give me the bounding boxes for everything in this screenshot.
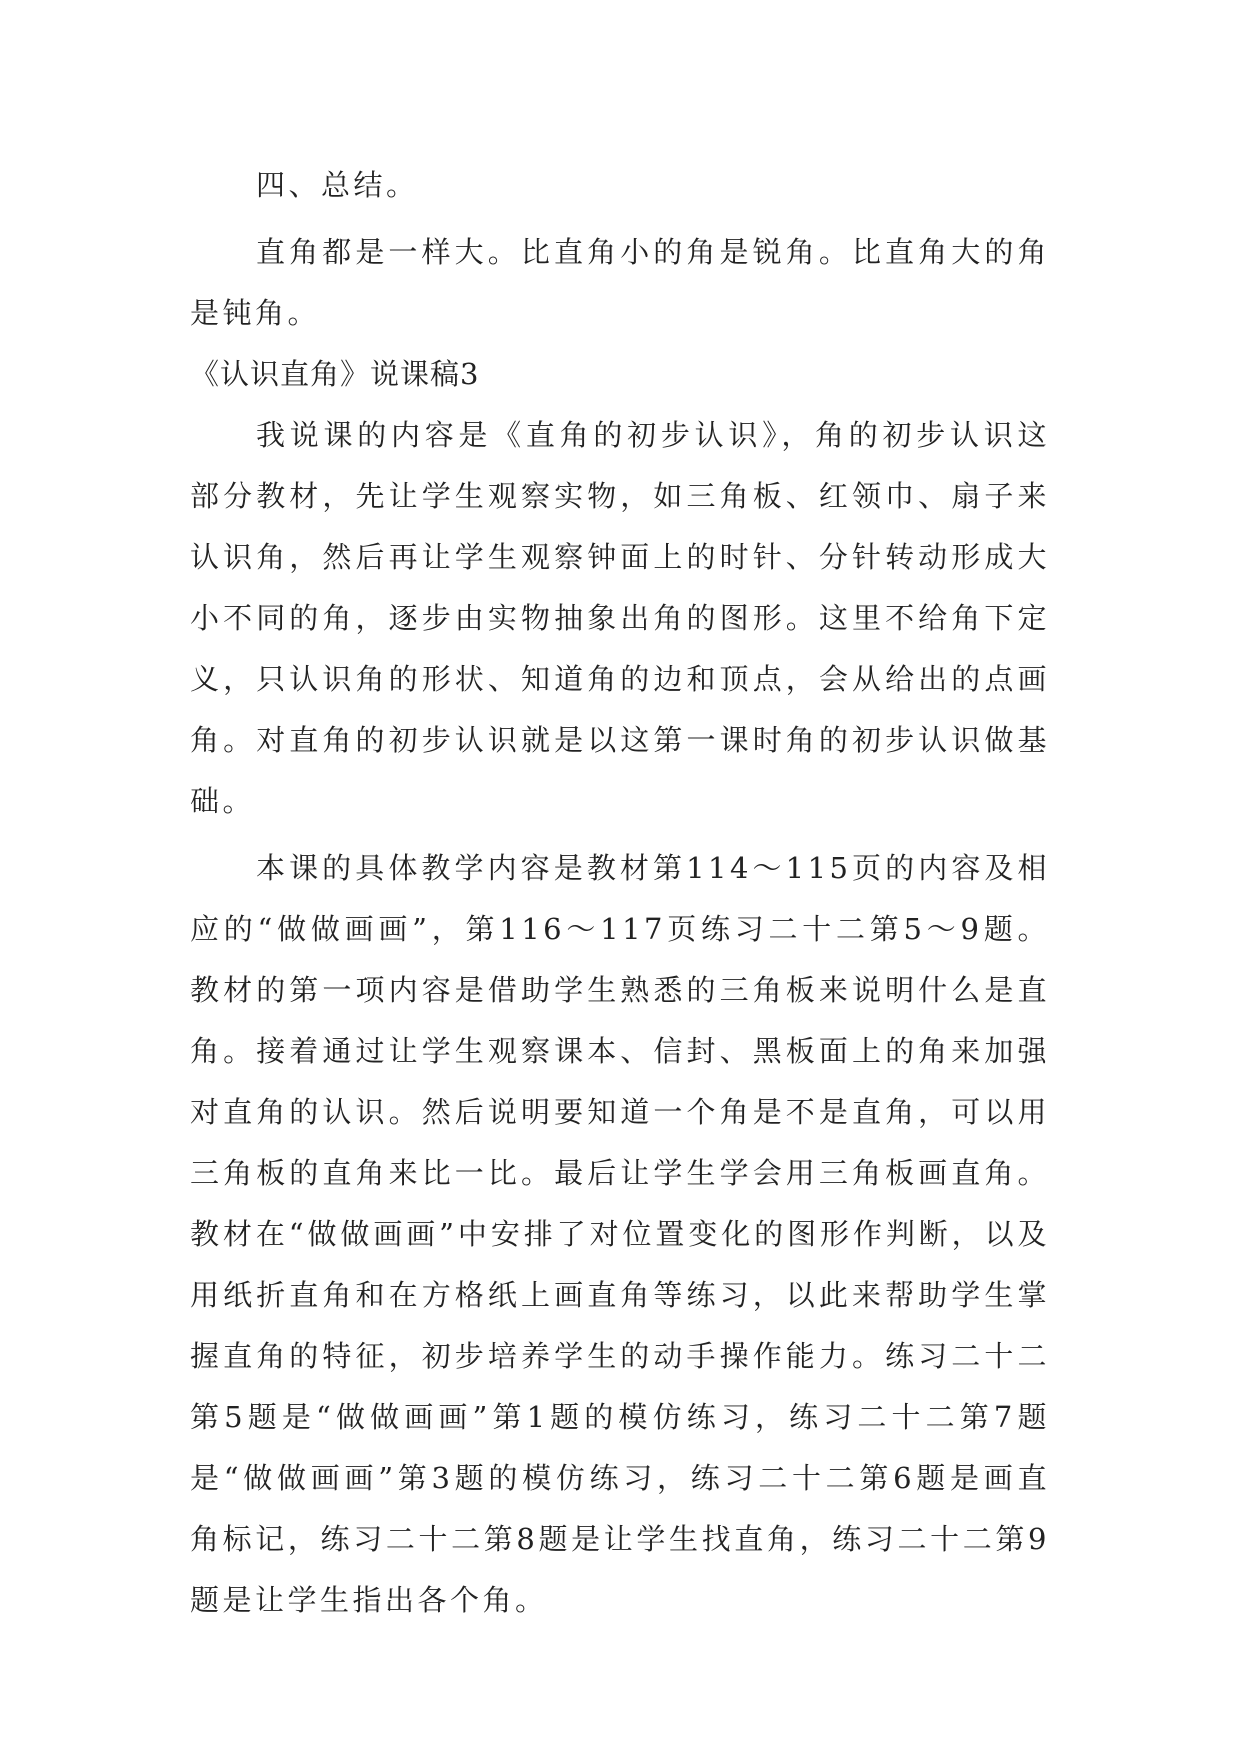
paragraph-summary: 直角都是一样大。比直角小的角是锐角。比直角大的角是钝角。 [190,235,1050,330]
paragraph-intro: 我说课的内容是《直角的初步认识》，角的初步认识这部分教材，先让学生观察实物，如三角板、红领巾、扇子来认识角，然后再让学生观察钟面上的时针、分针转动形成大小不同的角，逐步由实物抽象出角的图形。这里不给角下定义，只认识角的形状、知道角的边和顶点，会从给出的点画角。对直角的初步认识就是以这第一课时角的初步认识做基础。 [190,418,1050,818]
paragraph-content: 本课的具体教学内容是教材第114～115页的内容及相应的“做做画画”，第116～117页练习二十二第5～9题。教材的第一项内容是借助学生熟悉的三角板来说明什么是直角。接着通过让学生观察课本、信封、黑板面上的角来加强对直角的认识。然后说明要知道一个角是不是直角，可以用三角板的直角来比一比。最后让学生学会用三角板画直角。教材在“做做画画”中安排了对位置变化的图形作判断，以及用纸折直角和在方格纸上画直角等练习，以此来帮助学生掌握直角的特征，初步培养学生的动手操作能力。练习二十二第5题是“做做画画”第1题的模仿练习，练习二十二第7题是“做做画画”第3题的模仿练习，练习二十二第6题是画直角标记，练习二十二第8题是让学生找直角，练习二十二第9题是让学生指出各个角。 [190,851,1050,1617]
document-title: 《认识直角》说课稿3 [190,357,480,391]
section-heading-summary: 四、总结。 [256,168,419,202]
document-body [190,155,1050,1631]
